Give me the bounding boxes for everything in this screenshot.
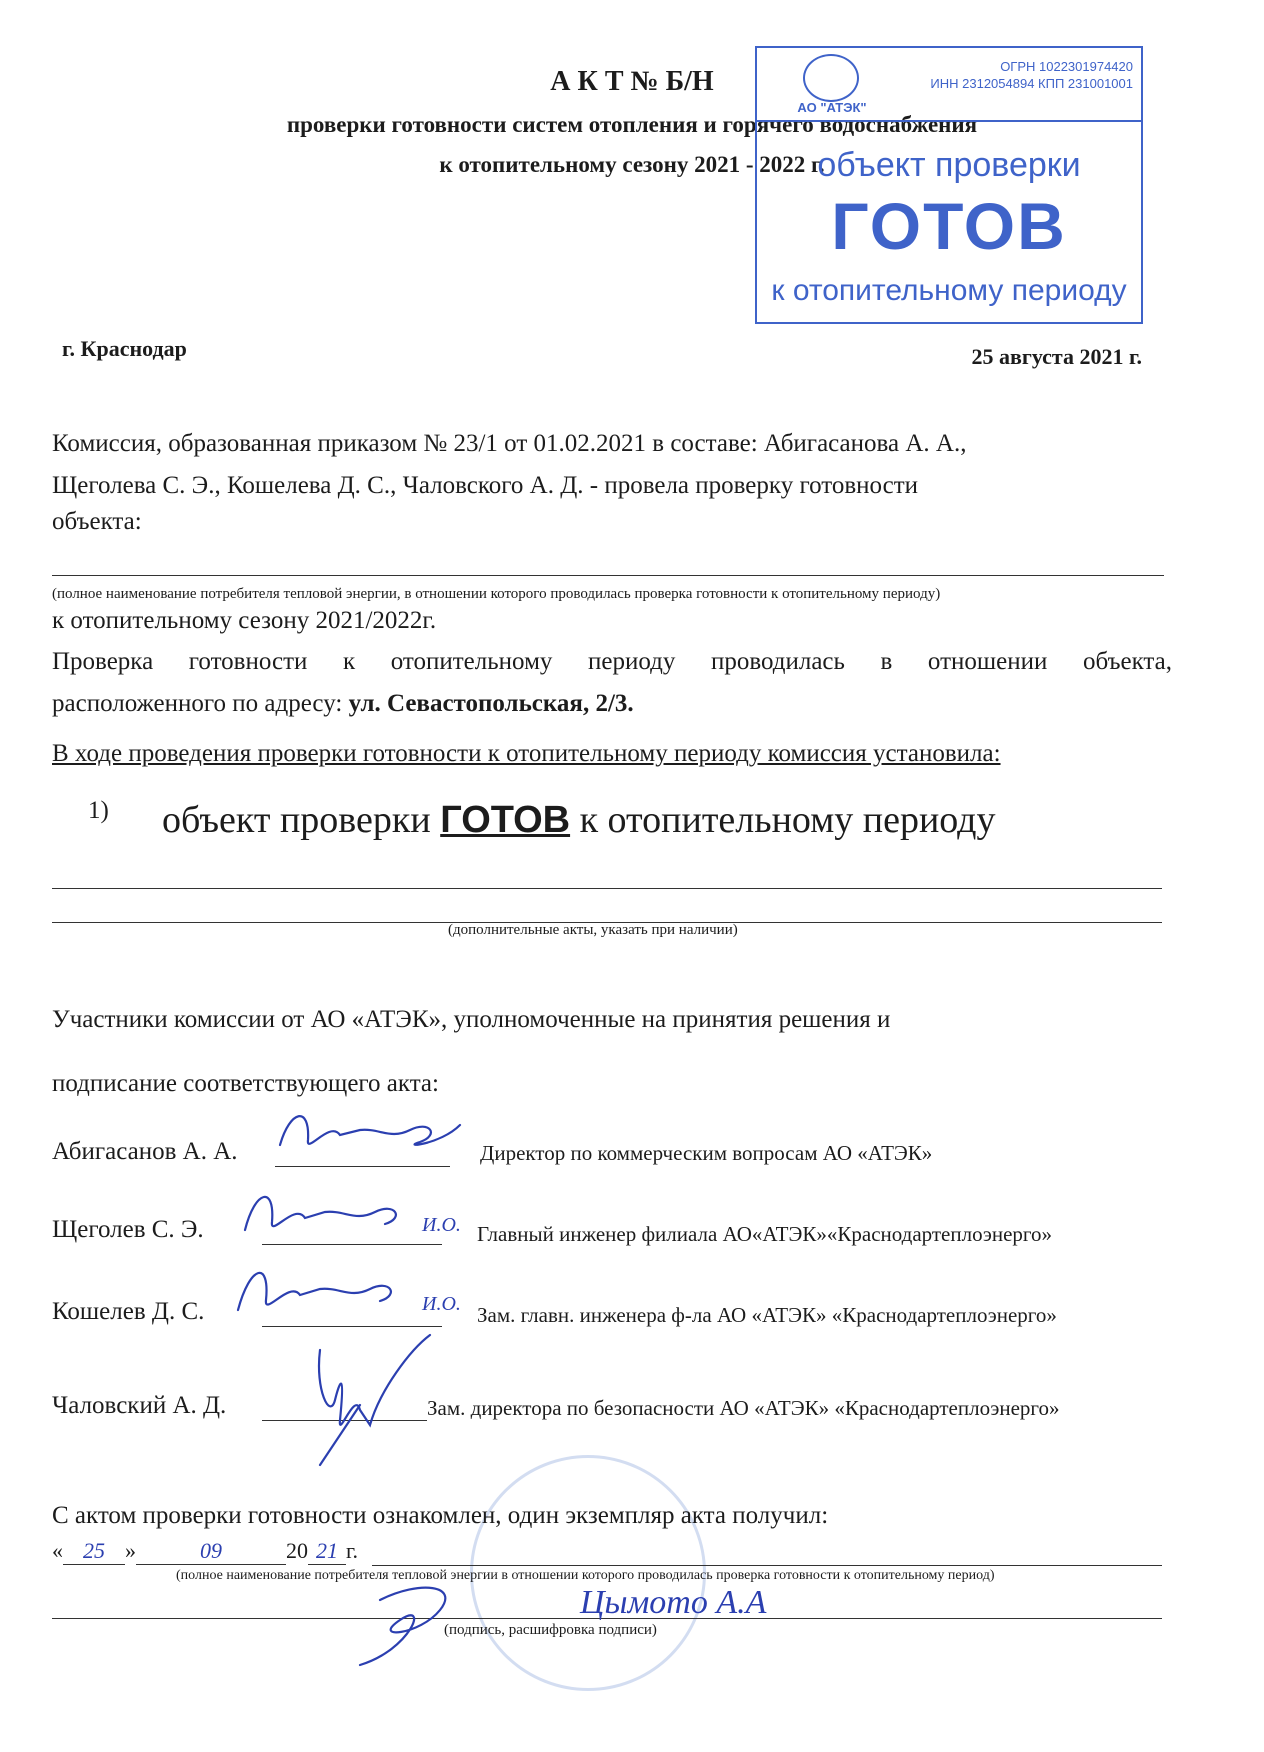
receipt-year-prefix: 20 — [286, 1538, 308, 1563]
address-value: ул. Севастопольская, 2/3. — [348, 690, 634, 717]
season-text: к отопительному сезону 2021/2022г. — [52, 607, 437, 634]
signature-scribble-icon — [340, 1570, 500, 1670]
members-line2: подписание соответствующего акта: — [52, 1070, 439, 1097]
signature-scribble-icon — [300, 1330, 470, 1470]
additional-line1 — [52, 888, 1162, 889]
signature-scribble-icon — [270, 1100, 470, 1170]
consumer-name-line — [52, 575, 1164, 576]
members-line1: Участники комиссии от АО «АТЭК», уполномоченные на принятия решения и — [52, 1006, 891, 1033]
item-number: 1) — [88, 797, 109, 824]
item-text-bold: ГОТОВ — [440, 799, 571, 841]
signatory-name: Щеголев С. Э. — [52, 1216, 204, 1243]
signatory-position: Главный инженер филиала АО«АТЭК»«Краснодартеплоэнерго» — [477, 1222, 1053, 1246]
receipt-day: 25 — [63, 1538, 125, 1565]
receipt-year-suffix: 21 — [308, 1538, 346, 1565]
ready-stamp — [755, 46, 1143, 324]
receipt-consumer-caption: (полное наименование потребителя тепловой энергии в отношении которого проводилась проверка готовности к отопительному период) — [176, 1568, 995, 1583]
commission-line3: объекта: — [52, 508, 142, 535]
signatory-note: И.О. — [422, 1293, 461, 1315]
receipt-text: С актом проверки готовности ознакомлен, один экземпляр акта получил: — [52, 1502, 829, 1529]
signatory-position: Зам. директора по безопасности АО «АТЭК» «Краснодартеплоэнерго» — [427, 1396, 1060, 1420]
additional-caption: (дополнительные акты, указать при наличии) — [448, 922, 738, 938]
act-date: 25 августа 2021 г. — [971, 344, 1142, 369]
stamp-line2: ГОТОВ — [831, 189, 1067, 263]
address-line2 — [52, 690, 634, 718]
signatory-name: Чаловский А. Д. — [52, 1392, 227, 1419]
stamp-line3: к отопительному периоду — [771, 274, 1127, 307]
signatory-position: Директор по коммерческим вопросам АО «АТЭК» — [480, 1141, 933, 1165]
stamp-header — [757, 48, 1141, 122]
item-text-pre: объект проверки — [162, 799, 431, 841]
act-title: А К Т № Б/Н — [550, 66, 714, 97]
item-text-post: к отопительному периоду — [579, 799, 996, 841]
stamp-org: АО "АТЭК" — [797, 100, 867, 115]
address-line1: Проверка готовности к отопительному периоду проводилась в отношении объекта, — [52, 648, 1172, 675]
finding-intro: В ходе проведения проверки готовности к отопительному периоду комиссия установила: — [52, 740, 1001, 767]
signatory-name: Абигасанов А. А. — [52, 1138, 238, 1165]
receipt-signature-caption: (подпись, расшифровка подписи) — [444, 1622, 657, 1638]
signatory-position: Зам. главн. инженера ф-ла АО «АТЭК» «Краснодартеплоэнерго» — [477, 1303, 1057, 1327]
stamp-requisites — [930, 58, 1133, 92]
act-subtitle-line1: проверки готовности систем отопления и горячего водоснабжения — [286, 112, 978, 137]
signatory-name: Кошелев Д. С. — [52, 1298, 205, 1325]
consumer-caption: (полное наименование потребителя тепловой энергии, в отношении которого проводилась проверка готовности к отопительному периоду) — [52, 586, 941, 602]
address-prefix: расположенного по адресу: — [52, 690, 343, 717]
signature-scribble-icon — [230, 1180, 430, 1250]
receipt-year-end: г. — [346, 1538, 359, 1563]
item-text — [162, 798, 996, 842]
act-subtitle-line2: к отопительному сезону 2021 - 2022 г. — [439, 152, 825, 177]
stamp-line1: объект проверки — [817, 146, 1081, 184]
commission-line1: Комиссия, образованная приказом № 23/1 от 01.02.2021 в составе: Абигасанова А. А., — [52, 430, 967, 457]
signature-scribble-icon — [220, 1255, 430, 1330]
receipt-consumer-line — [372, 1565, 1162, 1566]
place: г. Краснодар — [62, 336, 187, 361]
stamp-ogrn: ОГРН 1022301974420 — [1000, 59, 1133, 74]
receipt-month: 09 — [136, 1538, 286, 1565]
stamp-inn-kpp: ИНН 2312054894 КПП 231001001 — [930, 76, 1133, 91]
receipt-date: « 25 » 09 20 21 г. — [52, 1538, 359, 1563]
company-logo-icon — [803, 54, 859, 102]
commission-line2: Щеголева С. Э., Кошелева Д. С., Чаловского А. Д. - провела проверку готовности — [52, 472, 919, 499]
receipt-signature-text: Цымото А.А — [580, 1584, 767, 1621]
signatory-note: И.О. — [422, 1214, 461, 1236]
